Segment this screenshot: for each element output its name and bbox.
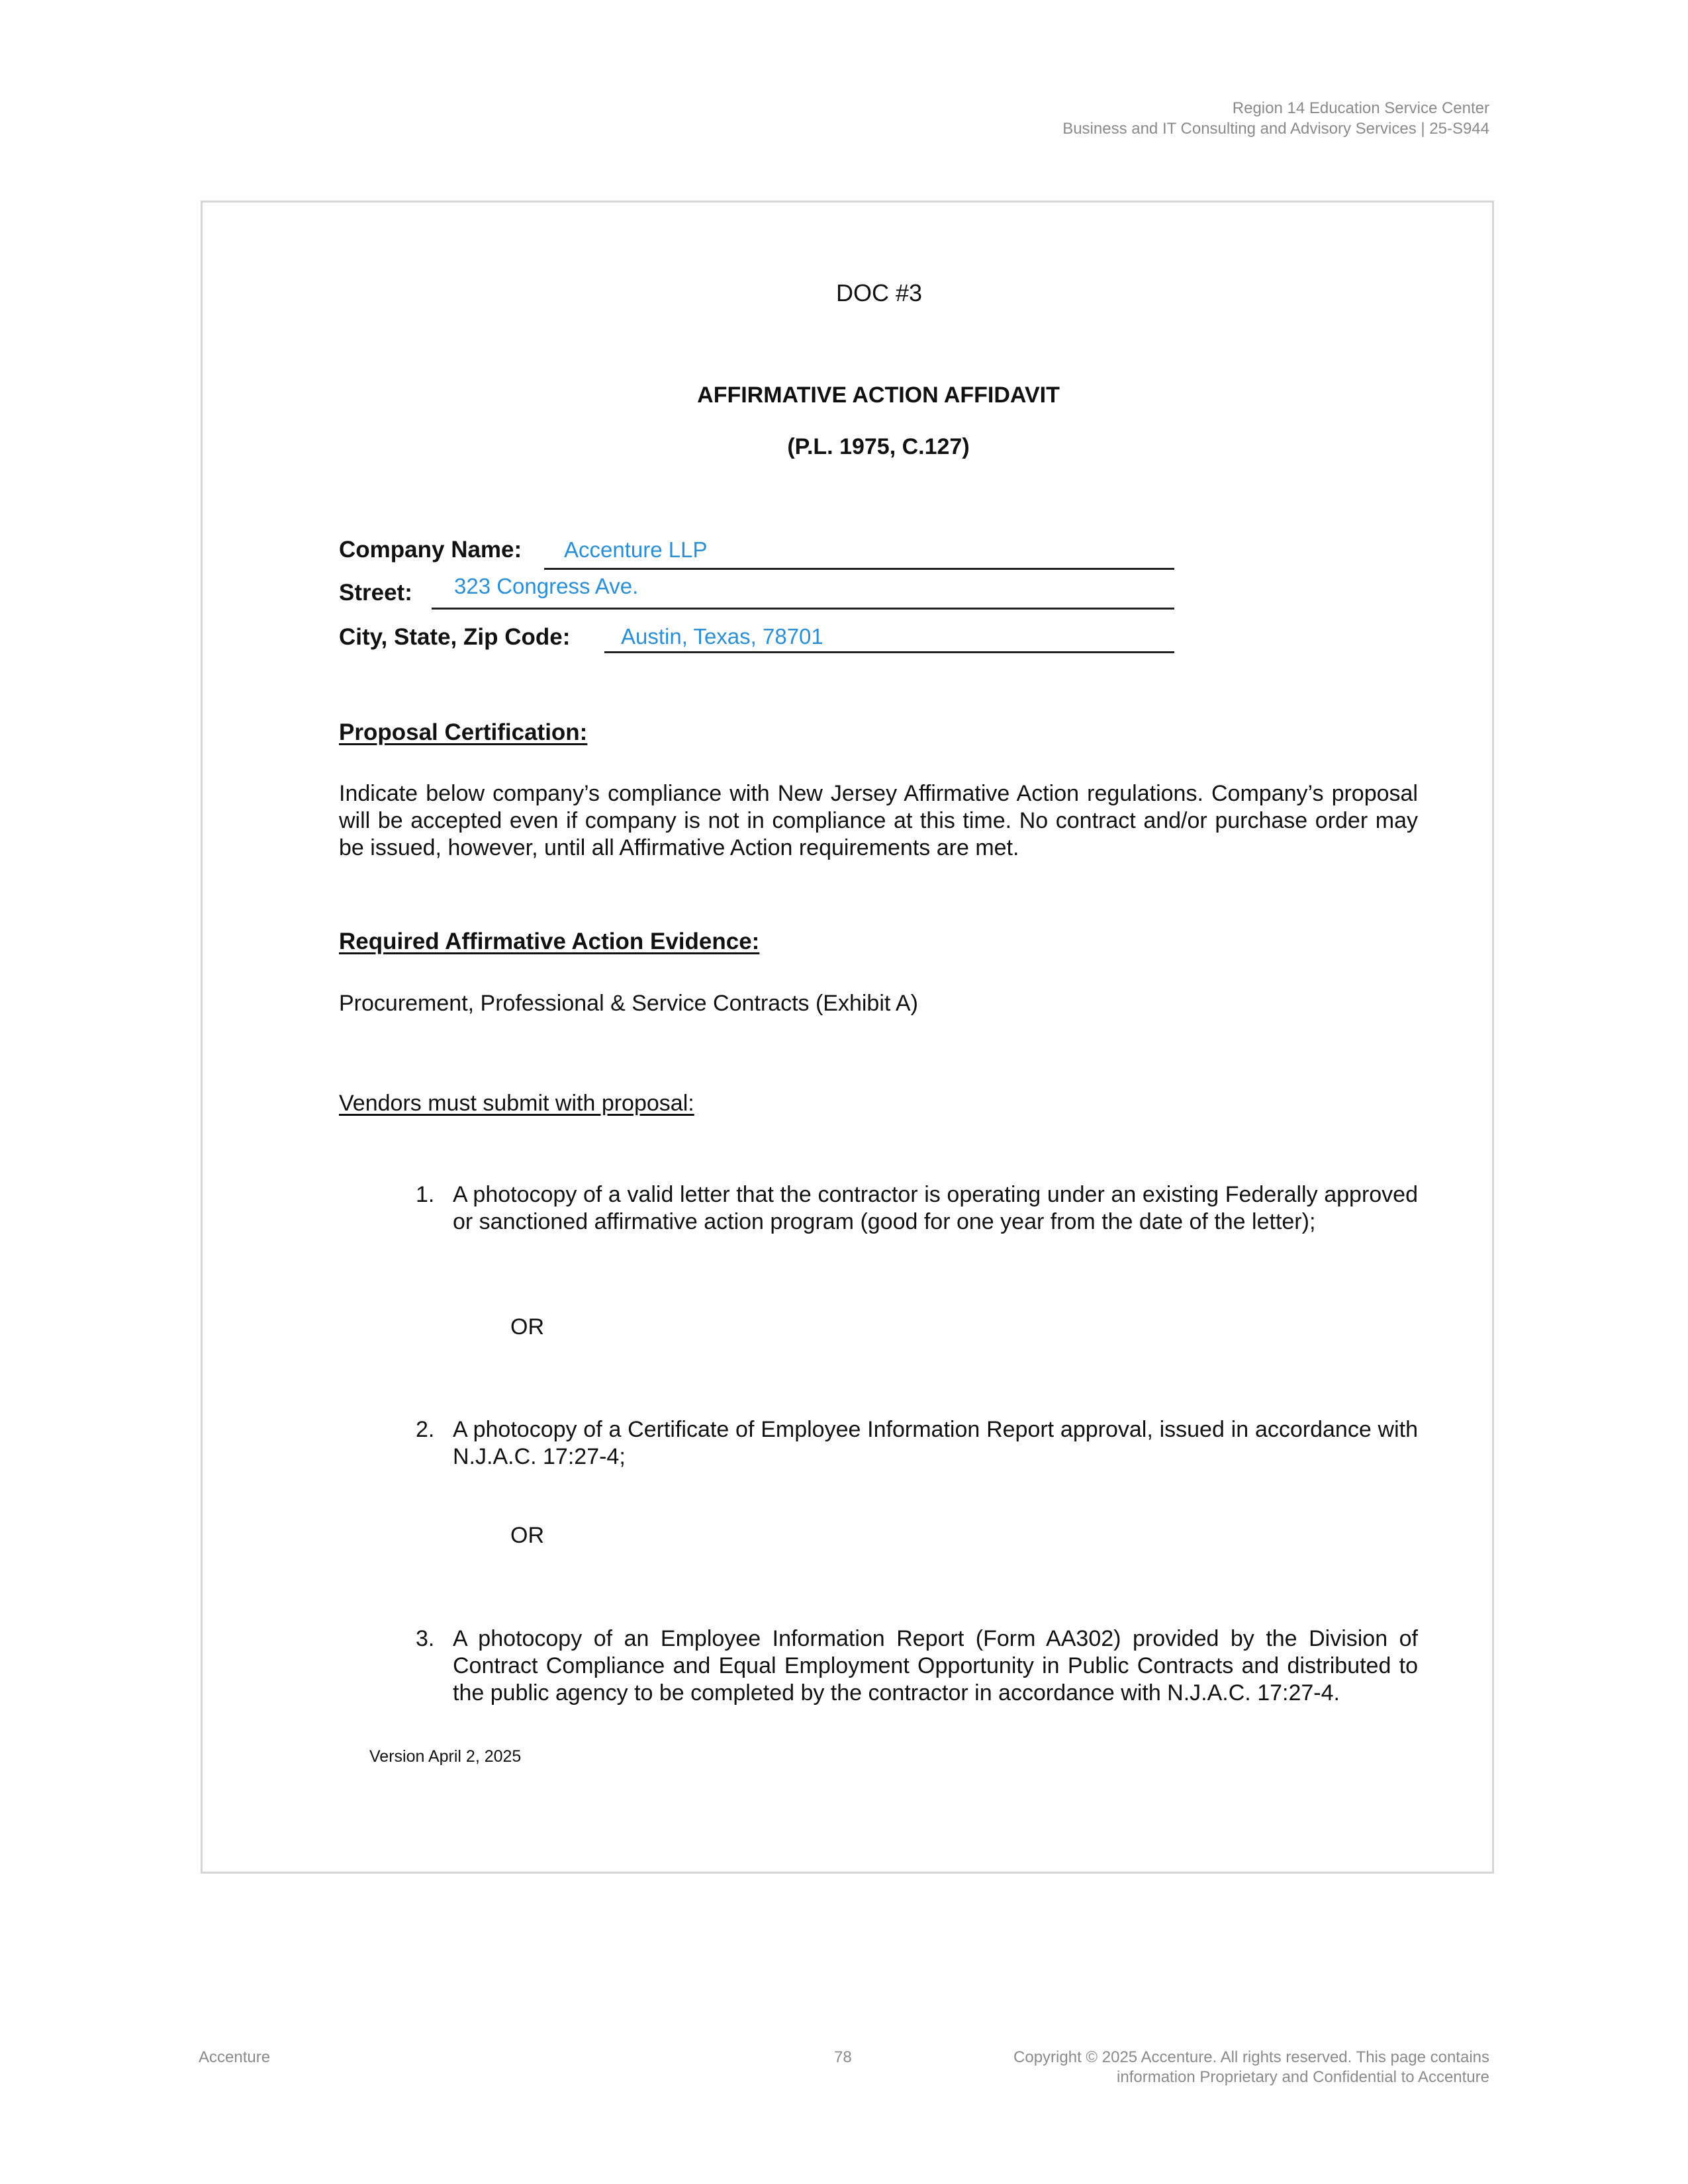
city-state-zip-label: City, State, Zip Code: <box>339 624 571 650</box>
requirement-number: 3. <box>416 1626 435 1651</box>
requirement-number: 2. <box>416 1417 435 1442</box>
form-version: Version April 2, 2025 <box>369 1747 522 1766</box>
form-title: AFFIRMATIVE ACTION AFFIDAVIT <box>697 383 1060 408</box>
header-organization: Region 14 Education Service Center <box>1232 99 1489 117</box>
requirement-text: A photocopy of an Employee Information Report (Form AA302) provided by the Division of Contract Compliance and Equal Employment Opportunity in Public Contracts and distributed to the public agency to be completed by the contractor in accordance with N.J.A.C. 17:27-4. <box>453 1626 1418 1706</box>
city-state-zip-underline <box>604 651 1174 653</box>
street-label: Street: <box>339 580 412 606</box>
footer-copyright <box>1013 2048 1489 2087</box>
city-state-zip-value: Austin, Texas, 78701 <box>621 624 823 649</box>
company-name-underline <box>544 568 1174 570</box>
copyright-line-2: information Proprietary and Confidential to Accenture <box>1117 2068 1489 2086</box>
requirement-item <box>410 1625 1418 1707</box>
requirement-item <box>410 1181 1418 1236</box>
or-separator: OR <box>510 1523 544 1548</box>
footer-company: Accenture <box>199 2048 271 2066</box>
vendors-submit-heading: Vendors must submit with proposal: <box>339 1091 694 1116</box>
form-subtitle: (P.L. 1975, C.127) <box>787 434 970 459</box>
requirement-text: A photocopy of a Certificate of Employee Information Report approval, issued in accordance with N.J.A.C. 17:27-4; <box>453 1417 1418 1469</box>
requirement-item <box>410 1416 1418 1471</box>
running-header <box>1062 98 1489 139</box>
proposal-certification-text: Indicate below company’s compliance with New Jersey Affirmative Action regulations. Company’s proposal will be accepted even if company is not in compliance at this time. No contract and/or purchase order may be issued, however, until all Affirmative Action requirements are met. <box>339 781 1418 860</box>
street-underline <box>432 608 1174 610</box>
header-project: Business and IT Consulting and Advisory Services | 25-S944 <box>1062 120 1489 138</box>
company-name-value: Accenture LLP <box>564 537 708 562</box>
copyright-line-1: Copyright © 2025 Accenture. All rights reserved. This page contains <box>1013 2048 1489 2066</box>
street-value: 323 Congress Ave. <box>454 574 639 598</box>
evidence-description: Procurement, Professional & Service Contracts (Exhibit A) <box>339 991 918 1016</box>
doc-number: DOC #3 <box>836 279 923 306</box>
company-name-label: Company Name: <box>339 537 522 563</box>
required-evidence-heading: Required Affirmative Action Evidence: <box>339 929 760 954</box>
page-number: 78 <box>834 2048 852 2066</box>
or-separator: OR <box>510 1314 544 1340</box>
proposal-certification-heading: Proposal Certification: <box>339 719 588 745</box>
requirement-number: 1. <box>416 1182 435 1207</box>
requirement-text: A photocopy of a valid letter that the contractor is operating under an existing Federally approved or sanctioned affirmative action program (good for one year from the date of the letter); <box>453 1182 1418 1234</box>
